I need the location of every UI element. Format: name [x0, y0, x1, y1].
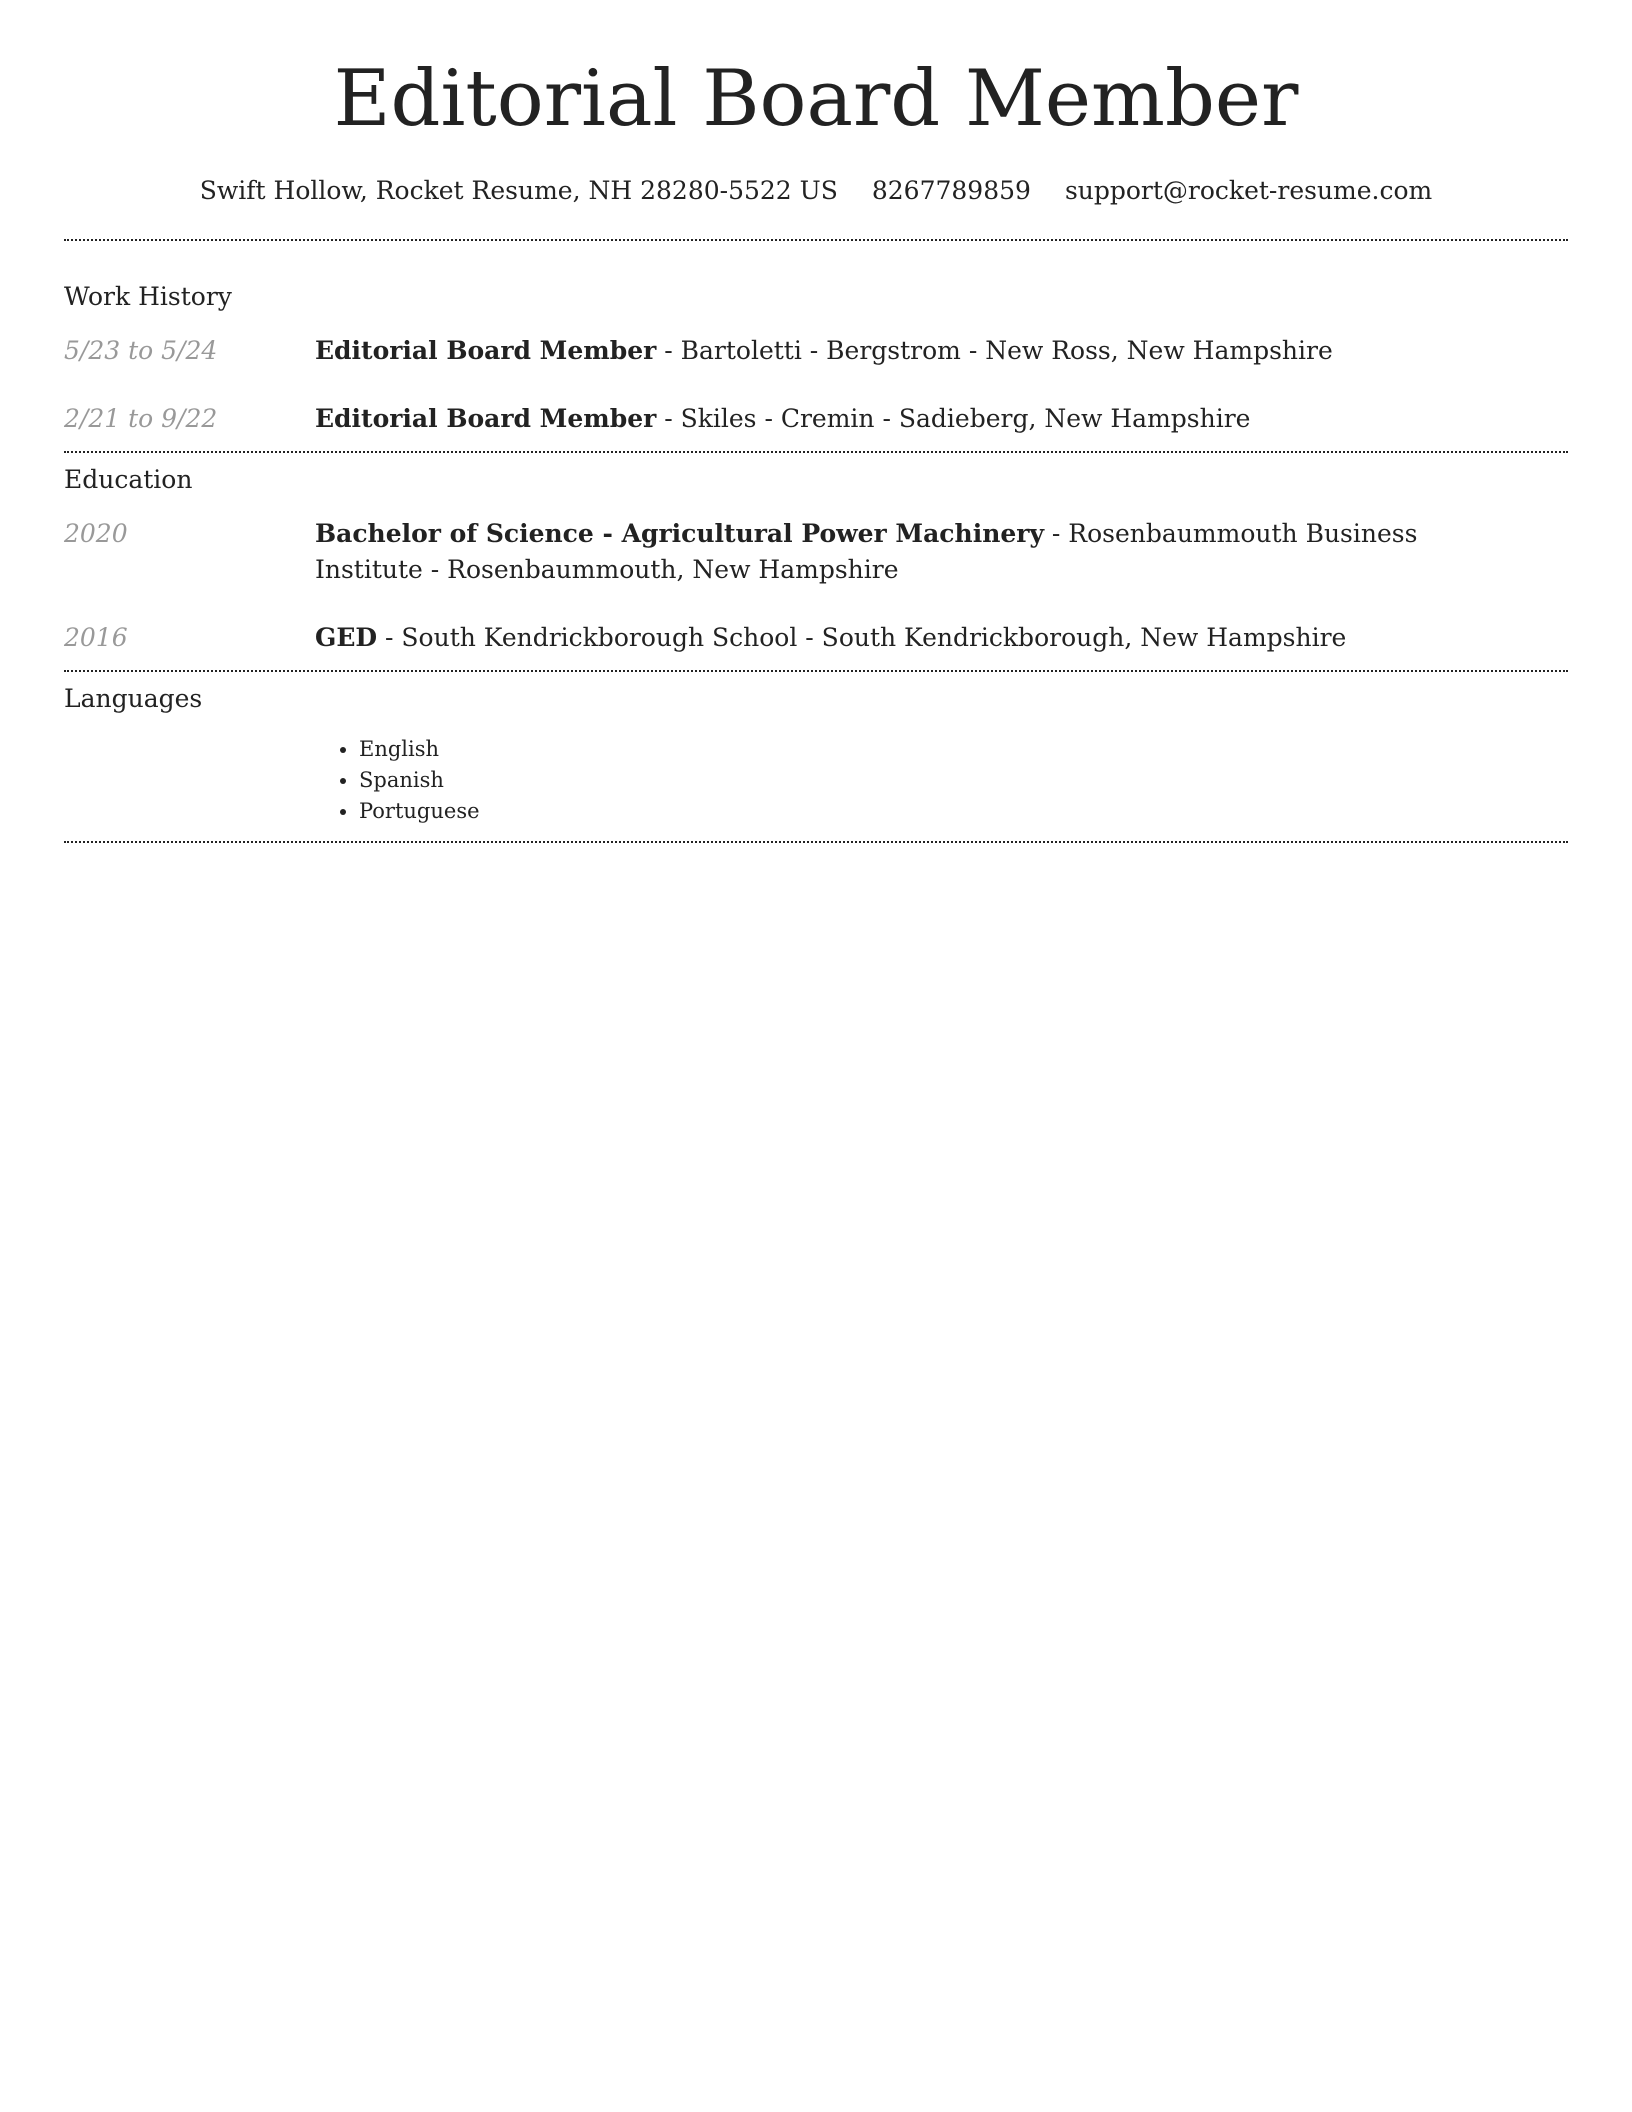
work-history-section — [64, 241, 1568, 437]
education-entry-details: - South Kendrickborough School - South Kendrickborough, New Hampshire — [377, 623, 1347, 652]
contact-address: Swift Hollow, Rocket Resume, NH 28280-5522 US — [199, 176, 838, 205]
work-entry — [64, 333, 1568, 369]
work-entry-date: 2/21 to 9/22 — [64, 404, 218, 433]
section-title-work-history: Work History — [64, 282, 232, 311]
education-entry — [64, 516, 1568, 588]
language-item: • Spanish — [359, 765, 1568, 796]
education-entry-date: 2016 — [64, 623, 128, 652]
work-entry — [64, 401, 1568, 437]
work-entry-description — [315, 401, 1568, 437]
language-item: • Portuguese — [359, 796, 1568, 827]
education-section — [64, 453, 1568, 656]
contact-phone: 8267789859 — [871, 176, 1031, 205]
education-entry-date: 2020 — [64, 519, 128, 548]
work-entry-details: - Skiles - Cremin - Sadieberg, New Hampshire — [656, 404, 1251, 433]
education-entry — [64, 620, 1568, 656]
language-item: • English — [359, 734, 1568, 765]
contact-email: support@rocket-resume.com — [1064, 176, 1433, 205]
section-divider — [64, 841, 1568, 843]
work-entry-details: - Bartoletti - Bergstrom - New Ross, New Hampshire — [656, 336, 1333, 365]
languages-list — [64, 734, 1568, 827]
work-entry-role: Editorial Board Member — [315, 336, 657, 365]
resume-name: Editorial Board Member — [333, 54, 1299, 144]
section-title-languages: Languages — [64, 684, 203, 713]
work-entry-description — [315, 333, 1568, 369]
education-entry-degree: GED — [315, 623, 378, 652]
education-entry-description — [315, 620, 1568, 656]
education-entry-description — [315, 516, 1568, 588]
education-entry-details: - Rosenbaummouth Business Institute - Rosenbaummouth, New Hampshire — [315, 519, 1418, 584]
section-title-education: Education — [64, 465, 193, 494]
work-entry-date: 5/23 to 5/24 — [64, 336, 218, 365]
education-entry-degree: Bachelor of Science - Agricultural Power Machinery — [315, 519, 1044, 548]
resume-page — [64, 0, 1568, 843]
languages-section — [64, 672, 1568, 827]
work-entry-role: Editorial Board Member — [315, 404, 657, 433]
contact-info — [64, 176, 1568, 206]
